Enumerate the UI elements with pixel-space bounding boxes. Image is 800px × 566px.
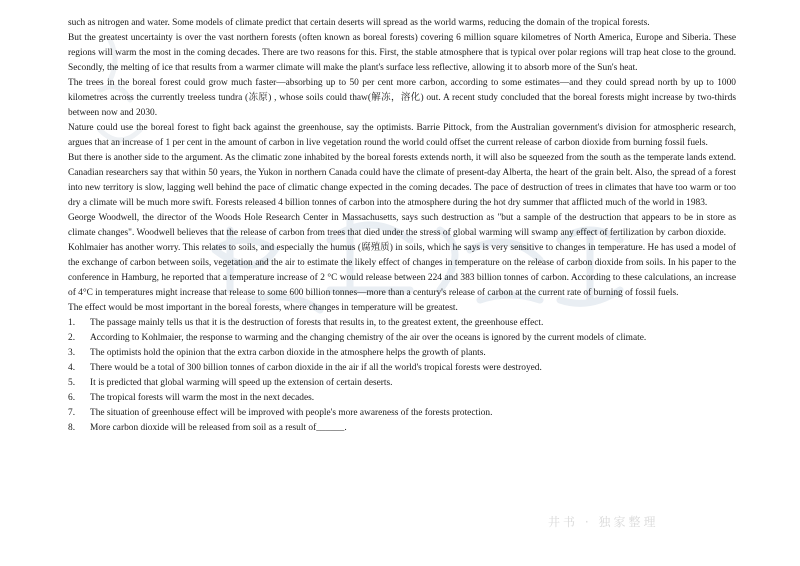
document-body xyxy=(68,16,736,436)
question-item xyxy=(68,316,736,331)
paragraph: Nature could use the boreal forest to fight back against the greenhouse, say the optimists. Barrie Pittock, from the Australian government's division for atmospheric research, argues that an increase of 1 per cent in the amount of carbon in live vegetation round the world could offset the current release of carbon dioxide from burning fossil fuels. xyxy=(68,123,736,148)
question-number: 5. xyxy=(68,378,76,388)
question-item xyxy=(68,331,736,346)
question-number: 3. xyxy=(68,348,76,358)
question-item xyxy=(68,421,736,436)
question-number: 8. xyxy=(68,423,76,433)
question-text: It is predicted that global warming will speed up the extension of certain deserts. xyxy=(90,378,393,388)
question-number: 4. xyxy=(68,363,76,373)
paragraph: Kohlmaier has another worry. This relates to soils, and especially the humus (腐殖质) in soils, which he says is very sensitive to changes in temperature. He has used a model of the exchange of carbon between soils, vegetation and the air to estimate the likely effect of changes in temperature on the release of carbon dioxide from soils. In his paper to the conference in Hamburg, he reported that a temperature increase of 2 °C would release between 224 and 383 billion tonnes of carbon. According to these calculations, an increase of 4°C in temperatures might increase that release to some 600 billion tonnes—more than a century's release of carbon at the current rate of burning of fossil fuels. xyxy=(68,243,736,298)
paragraph: The effect would be most important in the boreal forests, where changes in temperature will be greatest. xyxy=(68,303,458,313)
paragraph: The trees in the boreal forest could grow much faster—absorbing up to 50 per cent more carbon, according to some estimates—and they could spread north by up to 1000 kilometres across the currently treeless tundra (冻原) , whose soils could thaw(解冻，溶化) out. A recent study concluded that the boreal forests might increase by two-thirds between now and 2030. xyxy=(68,78,736,118)
question-text: According to Kohlmaier, the response to warming and the changing chemistry of the air over the oceans is ignored by the current models of climate. xyxy=(90,333,647,343)
question-item xyxy=(68,346,736,361)
question-number: 7. xyxy=(68,408,76,418)
paragraph: But there is another side to the argument. As the climatic zone inhabited by the boreal forests extends north, it will also be squeezed from the south as the temperate lands extend. Canadian researchers say that within 50 years, the Yukon in northern Canada could have the climate of present-day Alberta, the heart of the grain belt. Also, the spread of a forest into new territory is slow, lagging well behind the pace of climatic change expected in the coming decades. The pace of destruction of trees in climates that have too warm or too dry a climate will be much more swift. Forests released 4 billion tonnes of carbon into the atmosphere during the hot dry summer that afflicted much of the world in 1983. xyxy=(68,153,736,208)
question-number: 6. xyxy=(68,393,76,403)
question-item xyxy=(68,391,736,406)
question-item xyxy=(68,361,736,376)
footer-watermark: 井书 · 独家整理 xyxy=(548,515,659,529)
question-item xyxy=(68,376,736,391)
question-text: There would be a total of 300 billion tonnes of carbon dioxide in the air if all the world's tropical forests were destroyed. xyxy=(90,363,542,373)
question-text: The tropical forests will warm the most in the next decades. xyxy=(90,393,315,403)
paragraph: such as nitrogen and water. Some models of climate predict that certain deserts will spread as the world warms, reducing the domain of the tropical forests. xyxy=(68,18,650,28)
question-text: More carbon dioxide will be released from soil as a result of______. xyxy=(90,423,347,433)
question-item xyxy=(68,406,736,421)
question-text: The optimists hold the opinion that the extra carbon dioxide in the atmosphere helps the growth of plants. xyxy=(90,348,486,358)
paragraph: George Woodwell, the director of the Woods Hole Research Center in Massachusetts, says such destruction as "but a sample of the destruction that appears to be in store as climate changes". Woodwell believes that the release of carbon from trees that died under the stress of global warming will swamp any effect of fertilization by carbon dioxide. xyxy=(68,213,736,238)
paragraph: But the greatest uncertainty is over the vast northern forests (often known as boreal forests) covering 6 million square kilometres of North America, Europe and Siberia. These regions will warm the most in the coming decades. There are two reasons for this. First, the stable atmosphere that is typical over polar regions will trap heat close to the ground. Secondly, the melting of ice that results from a warmer climate will make the plant's surface less reflective, allowing it to absorb more of the Sun's heat. xyxy=(68,33,736,73)
question-number: 2. xyxy=(68,333,76,343)
question-text: The situation of greenhouse effect will be improved with people's more awareness of the forests protection. xyxy=(90,408,493,418)
question-text: The passage mainly tells us that it is the destruction of forests that results in, to the greatest extent, the greenhouse effect. xyxy=(90,318,544,328)
question-number: 1. xyxy=(68,318,76,328)
question-list xyxy=(68,316,736,436)
